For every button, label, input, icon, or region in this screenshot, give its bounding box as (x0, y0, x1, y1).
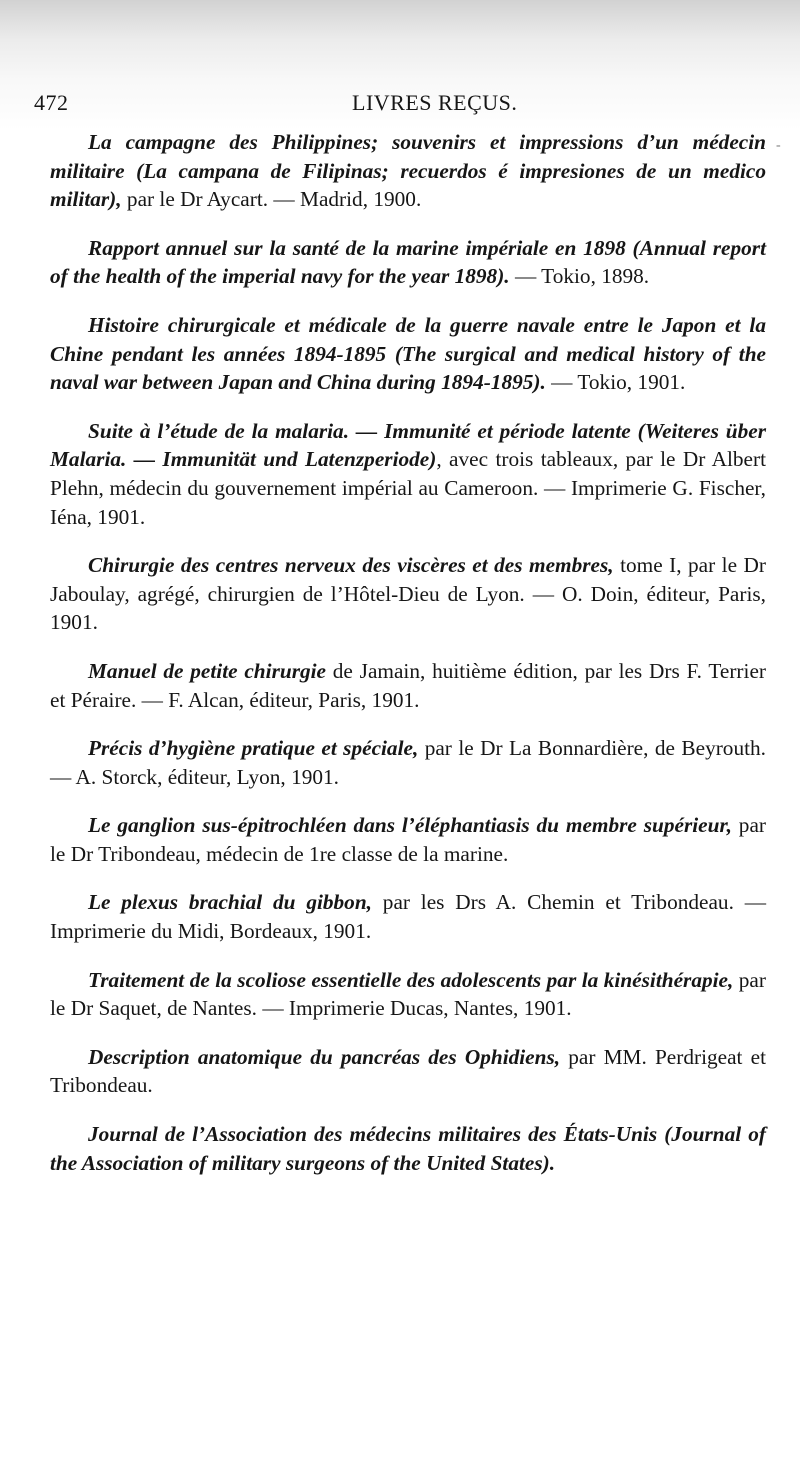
book-entry (50, 417, 766, 531)
book-title: Traitement de la scoliose essentielle des adolescents par la kinésithérapie, (88, 967, 734, 992)
book-details: par le Dr Aycart. — Madrid, 1900. (121, 187, 422, 212)
book-entry (50, 811, 766, 868)
book-title: Le ganglion sus-épitrochléen dans l’éléphantiasis du membre supérieur, (88, 813, 732, 838)
book-entry (50, 966, 766, 1023)
book-details: de Jamain, huitième édition, par les Drs F. Terrier et Péraire. — F. Alcan, éditeur, Paris, 1901. (50, 658, 766, 712)
margin-mark: - (776, 138, 781, 153)
book-entry (50, 888, 766, 945)
book-entry (50, 734, 766, 791)
book-details: par les Drs A. Chemin et Tribondeau. — Imprimerie du Midi, Bordeaux, 1901. (50, 890, 766, 944)
book-entry (50, 657, 766, 714)
book-entry (50, 551, 766, 637)
book-entry (50, 311, 766, 397)
book-title: Précis d’hygiène pratique et spéciale, (88, 736, 419, 761)
book-entry (50, 1120, 766, 1177)
book-entry (50, 234, 766, 291)
book-list (50, 128, 766, 1197)
book-title: Description anatomique du pancréas des Ophidiens, (88, 1044, 561, 1069)
book-title: La campagne des Philippines; souvenirs et impressions d’un médecin militaire (La campana de Filipinas; recuerdos é impresiones de un medico militar), (50, 130, 766, 212)
page-number: 472 (34, 90, 69, 115)
running-title: LIVRES REÇUS. (352, 90, 518, 115)
book-entry (50, 128, 766, 214)
book-details: par le Dr Saquet, de Nantes. — Imprimerie Ducas, Nantes, 1901. (50, 967, 766, 1021)
book-entry (50, 1043, 766, 1100)
book-title: Journal de l’Association des médecins militaires des États-Unis (Journal of the Association of military surgeons of the United States). (50, 1122, 766, 1175)
book-details: par le Dr Tribondeau, médecin de 1re classe de la marine. (50, 813, 766, 866)
book-title: Manuel de petite chirurgie (88, 658, 327, 683)
book-details: — Tokio, 1898. (509, 264, 650, 289)
book-title: Histoire chirurgicale et médicale de la guerre navale entre le Japon et la Chine pendant les années 1894-1895 (The surgical and medical history of the naval war between Japan and China during 1894-1895). (50, 312, 766, 395)
book-title: Suite à l’étude de la malaria. — Immunité et période latente (Weiteres über Malaria. — Immunität und Latenzperiode) (50, 418, 766, 472)
page-header (34, 84, 756, 120)
book-title: Le plexus brachial du gibbon, (88, 890, 372, 915)
book-details: par MM. Perdrigeat et Tribondeau. (50, 1044, 766, 1098)
book-details: tome I, par le Dr Jaboulay, agrégé, chirurgien de l’Hôtel-Dieu de Lyon. — O. Doin, éditeur, Paris, 1901. (50, 553, 767, 635)
book-title: Chirurgie des centres nerveux des viscères et des membres, (88, 553, 614, 578)
book-details: par le Dr La Bonnardière, de Beyrouth. — A. Storck, éditeur, Lyon, 1901. (50, 736, 766, 789)
book-details: , avec trois tableaux, par le Dr Albert Plehn, médecin du gouvernement impérial au Cameroon. — Imprimerie G. Fischer, Iéna, 1901. (50, 447, 766, 529)
book-title: Rapport annuel sur la santé de la marine impériale en 1898 (Annual report of the health of the imperial navy for the year 1898). (50, 235, 766, 289)
book-details: — Tokio, 1901. (545, 370, 686, 395)
